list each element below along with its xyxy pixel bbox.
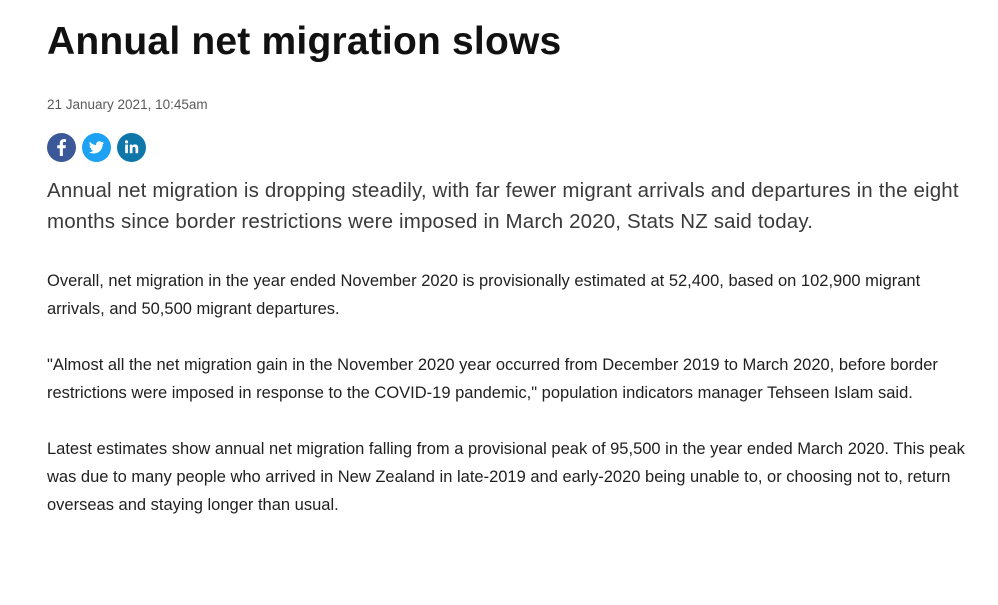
body-paragraph: "Almost all the net migration gain in the November 2020 year occurred from December 2019 to March 2020, before border restrictions were imposed in response to the COVID-19 pandemic," population indicators manager Tehseen Islam said.	[47, 356, 938, 402]
body-paragraph: Latest estimates show annual net migration falling from a provisional peak of 95,500 in the year ended March 2020. This peak was due to many people who arrived in New Zealand in late-2019 and early-2020 being unable to, or choosing not to, return overseas and staying longer than usual.	[47, 440, 965, 514]
share-facebook-button[interactable]	[47, 133, 76, 162]
lead-paragraph: Annual net migration is dropping steadily, with far fewer migrant arrivals and departures in the eight months since border restrictions were imposed in March 2020, Stats NZ said today.	[47, 179, 959, 233]
facebook-icon	[47, 133, 76, 162]
linkedin-icon	[117, 133, 146, 162]
share-linkedin-button[interactable]	[117, 133, 146, 162]
share-twitter-button[interactable]	[82, 133, 111, 162]
page-title: Annual net migration slows	[47, 20, 562, 63]
twitter-icon	[82, 133, 111, 162]
share-buttons	[47, 133, 968, 162]
body-paragraph: Overall, net migration in the year ended November 2020 is provisionally estimated at 52,400, based on 102,900 migrant arrivals, and 50,500 migrant departures.	[47, 272, 921, 318]
publish-date: 21 January 2021, 10:45am	[47, 97, 208, 112]
